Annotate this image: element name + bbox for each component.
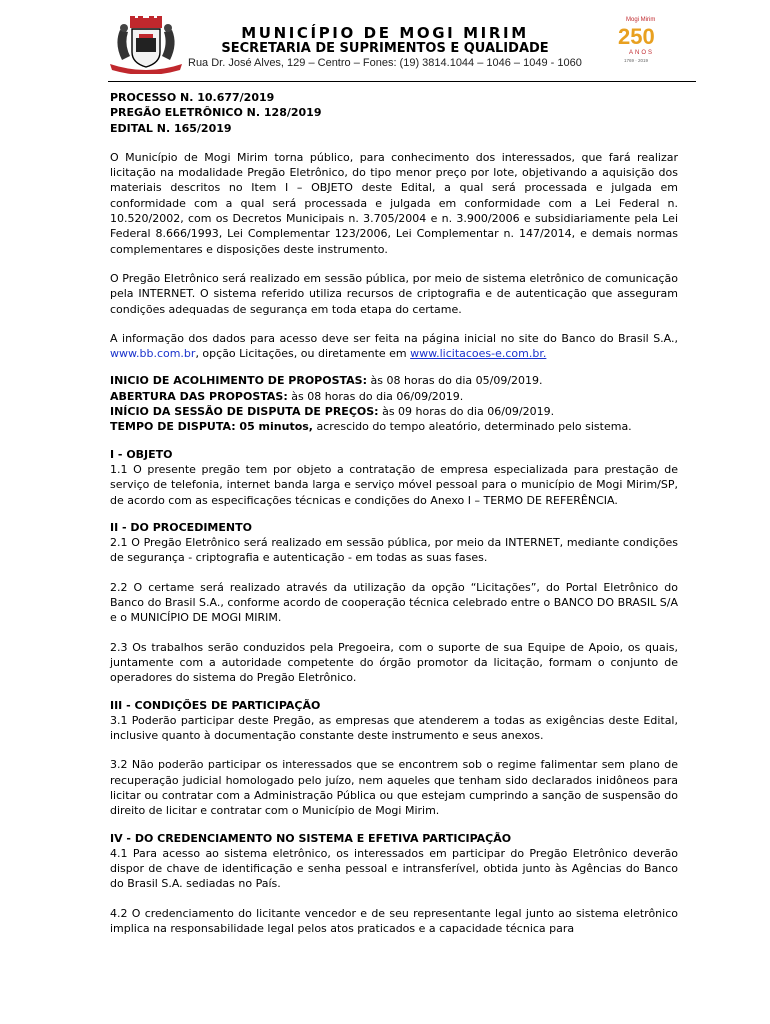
access-text-middle: , opção Licitações, ou diretamente em: [195, 347, 411, 361]
pregao-number: PREGÃO ELETRÔNICO N. 128/2019: [110, 106, 322, 120]
clause-2-3: 2.3 Os trabalhos serão conduzidos pela Pregoeira, com o suporte de sua Equipe de Apoio, os quais, juntamente com a autoridade competente do órgão promotor da licitação, formam o conjunto de operadores do sistema do Pregão Eletrônico.: [110, 640, 678, 685]
section-heading-participacao: III - CONDIÇÕES DE PARTICIPAÇÃO: [110, 698, 321, 712]
logo-top-text: Mogi Mirim: [626, 17, 656, 23]
municipality-title: MUNICÍPIO DE MOGI MIRIM: [241, 24, 529, 42]
edital-body: [110, 90, 678, 936]
access-paragraph: [110, 331, 678, 362]
edital-number: EDITAL N. 165/2019: [110, 121, 232, 135]
schedule-label: INÍCIO DA SESSÃO DE DISPUTA DE PREÇOS:: [110, 405, 379, 419]
schedule-label: ABERTURA DAS PROPOSTAS:: [110, 389, 288, 403]
schedule-line: [110, 419, 678, 434]
clause-2-1: 2.1 O Pregão Eletrônico será realizado em sessão pública, por meio da INTERNET, mediante condições de segurança - criptografia e autenticação - em todas as suas fases.: [110, 536, 678, 565]
logo-number: 250: [618, 24, 655, 49]
access-text-before: A informação dos dados para acesso deve ser feita na página inicial no site do Banco do Brasil S.A.,: [110, 331, 678, 345]
schedule-line: [110, 404, 678, 419]
bb-link[interactable]: www.bb.com.br: [110, 347, 196, 361]
schedule-label: TEMPO DE DISPUTA: 05 minutos,: [110, 420, 313, 434]
intro-paragraph: O Município de Mogi Mirim torna público, para conhecimento dos interessados, que fará realizar licitação na modalidade Pregão Eletrônico, do tipo menor preço por lote, objetivando a aquisição dos materiais descritos no Item I – OBJETO deste Edital, a qual será processada e julgada em conformidade com a qual será processada e julgada em conformidade com a Lei Federal n. 10.520/2002, com os Decretos Municipais n. 3.705/2004 e n. 3.900/2006 e subsidiariamente pela Lei Federal 8.666/1993, Lei Complementar 123/2006, Lei Complementar n. 147/2014, e demais normas complementares e disposições deste instrumento.: [110, 150, 678, 256]
clause-4-2: 4.2 O credenciamento do licitante vencedor e de seu representante legal junto ao sistema eletrônico implica na responsabilidade legal pelos atos praticados e a capacidade técnica para: [110, 906, 678, 936]
clause-1-1: 1.1 O presente pregão tem por objeto a contratação de empresa especializada para prestação de serviço de telefonia, internet banda larga e serviço móvel pessoal para o município de Mogi Mirim/SP, de acordo com as especificações técnicas e condições do Anexo I – TERMO DE REFERÊNCIA.: [110, 462, 678, 507]
clause-2-2: 2.2 O certame será realizado através da utilização da opção “Licitações”, do Portal Eletrônico do Banco do Brasil S.A., conforme acordo de cooperação técnica celebrado entre o BANCO DO BRASIL S/A e o MUNICÍPIO DE MOGI MIRIM.: [110, 580, 678, 625]
logo-label: ANOS: [629, 50, 655, 56]
schedule-value: às 09 horas do dia 06/09/2019.: [378, 405, 555, 419]
logo-years: 1769 · 2019: [624, 58, 649, 63]
schedule-value: às 08 horas do dia 05/09/2019.: [367, 374, 543, 388]
schedule-value: às 08 horas do dia 06/09/2019.: [287, 389, 464, 403]
licitacoes-link[interactable]: www.licitacoes-e.com.br.: [410, 347, 547, 361]
anniversary-250-logo: [612, 12, 666, 72]
section-heading-procedimento: II - DO PROCEDIMENTO: [110, 520, 252, 534]
header-divider: [108, 81, 696, 82]
department-subtitle: SECRETARIA DE SUPRIMENTOS E QUALIDADE: [221, 41, 549, 56]
session-paragraph: O Pregão Eletrônico será realizado em sessão pública, por meio de sistema eletrônico de comunicação pela INTERNET. O sistema referido utiliza recursos de criptografia e de autenticação que asseguram condições adequadas de segurança em toda etapa do certame.: [110, 271, 678, 316]
processo-number: PROCESSO N. 10.677/2019: [110, 91, 275, 104]
schedule-line: [110, 389, 678, 404]
clause-4-1: 4.1 Para acesso ao sistema eletrônico, os interessados em participar do Pregão Eletrônico deverão dispor de chave de identificação e senha pessoal e intransferível, obtida junto às Agências do Banco do Brasil S.A. sediadas no País.: [110, 846, 678, 891]
address-line: Rua Dr. José Alves, 129 – Centro – Fones: (19) 3814.1044 – 1046 – 1049 - 1060: [188, 57, 582, 69]
schedule-label: INICIO DE ACOLHIMENTO DE PROPOSTAS:: [110, 374, 367, 388]
schedule-line: [110, 373, 678, 388]
clause-3-2: 3.2 Não poderão participar os interessados que se encontrem sob o regime falimentar sem plano de recuperação judicial homologado pelo juízo, nem aqueles que tenham sido declarados inidôneos para licitar ou contratar com a Administração Pública ou que estejam cumprindo a sanção de suspensão do direito de licitar e contratar com o Município de Mogi Mirim.: [110, 758, 678, 818]
clause-3-1: 3.1 Poderão participar deste Pregão, as empresas que atenderem a todas as exigências deste Edital, inclusive quanto à documentação constante deste instrumento e seus anexos.: [110, 713, 678, 743]
schedule-value: acrescido do tempo aleatório, determinado pelo sistema.: [313, 420, 632, 434]
section-heading-objeto: I - OBJETO: [110, 447, 173, 461]
section-heading-credenciamento: IV - DO CREDENCIAMENTO NO SISTEMA E EFETIVA PARTICIPAÇÃO: [110, 831, 512, 845]
